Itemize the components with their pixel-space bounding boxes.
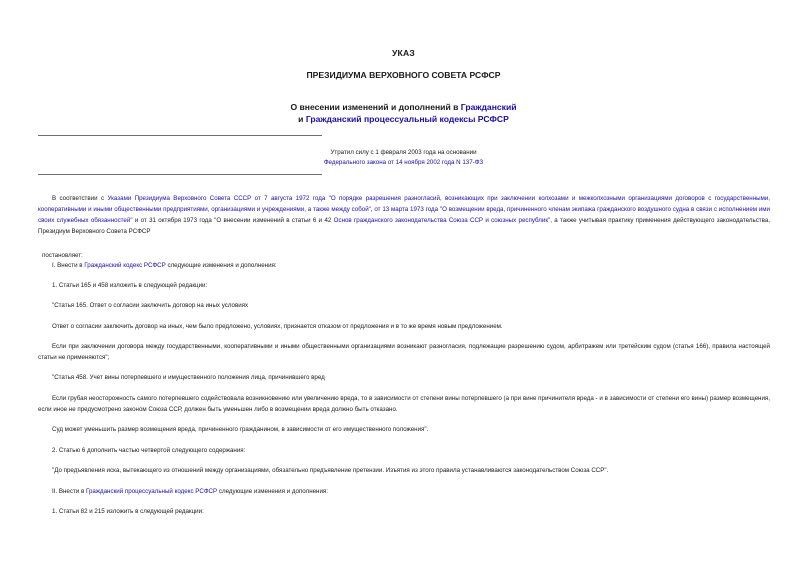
- preamble-text-3: ", а также учитывая практику применения действующего законодательства, Президиум Верховного Совета РСФСР: [38, 217, 771, 235]
- section-1-text-2: следующие изменения и дополнения:: [165, 262, 277, 269]
- paragraph-articles-82-215: 1. Статьи 82 и 215 изложить в следующей редакции:: [52, 508, 204, 515]
- paragraph-disagreements: Если при заключении договора между государственными, кооперативными и иными общественными организациями возникают разногласия, подлежащие разрешению судом, арбитражем или третейским судом (статья 166), правила настоящей статьи не применяются";: [38, 343, 770, 361]
- paragraph-article-6: 2. Статью 6 дополнить частью четвертой следующего содержания:: [52, 447, 246, 454]
- civil-code-rsfsr-link[interactable]: Гражданский кодекс РСФСР: [84, 262, 166, 269]
- preamble-paragraph: [38, 193, 770, 237]
- civil-procedure-code-rsfsr-link[interactable]: Гражданский процессуальный кодекс РСФСР: [85, 488, 218, 495]
- paragraph-article-458: "Статья 458. Учет вины потерпевшего и имущественного положения лица, причинившего вред: [52, 374, 325, 381]
- section-2-text-1: II. Внести в: [52, 488, 86, 495]
- preamble-text-1: В соответствии с: [52, 195, 108, 202]
- paragraph-claim: "До предъявления иска, вытекающего из отношений между организациями, обязательно предъявление претензии. Изъятия из этого правила устанавливаются законодательством Союза ССР".: [52, 467, 609, 474]
- section-1-heading: [52, 260, 770, 271]
- repeal-law-link[interactable]: Федерального закона от 14 ноября 2002 года N 137-ФЗ: [323, 159, 484, 166]
- ussr-decrees-link[interactable]: Указами Президиума Верховного Совета СССР от 7 августа 1972 года "О порядке разрешения разногласий, возникающих при заключении колхозами и межколхозными организациями договоров с государственными, кооперативными и иными общественными предприятиями, организациями и учреждениями, а также между собой", от 13 марта 1973 года "О возмещении вреда, причиненного членам экипажа гражданского воздушного судна в связи с исполнением ими своих служебных обязанностей": [38, 195, 771, 224]
- paragraph-court-reduction: Суд может уменьшить размер возмещения вреда, причиненного гражданином, в зависимости от его имущественного положения".: [52, 426, 429, 433]
- section-1-text-1: I. Внести в: [52, 262, 85, 269]
- document-title: УКАЗ: [392, 48, 415, 58]
- preamble-text-2: и от 31 октября 1973 года "О внесении изменений в статьи 6 и 42: [132, 217, 334, 224]
- civil-legislation-basics-link[interactable]: Основ гражданского законодательства Союза ССР и союзных республик: [333, 217, 549, 224]
- section-2-heading: [52, 486, 770, 497]
- decree-word: постановляет:: [42, 252, 83, 259]
- subject-title: [0, 101, 807, 125]
- civil-procedure-code-link[interactable]: Гражданский процессуальный кодексы РСФСР: [305, 114, 509, 124]
- status-note: [0, 148, 807, 168]
- status-line: Утратил силу с 1 февраля 2003 года на основании: [330, 149, 477, 156]
- divider-top: [38, 135, 322, 136]
- issuer-title: ПРЕЗИДИУМА ВЕРХОВНОГО СОВЕТА РСФСР: [306, 70, 501, 80]
- paragraph-1: 1. Статьи 165 и 458 изложить в следующей редакции:: [52, 282, 208, 289]
- subject-text-2: и: [298, 114, 306, 124]
- paragraph-article-165: "Статья 165. Ответ о согласии заключить договор на иных условиях: [52, 302, 249, 309]
- paragraph-gross-negligence: Если грубая неосторожность самого потерпевшего содействовала возникновению или увеличению вреда, то в зависимости от степени вины потерпевшего (а при вине причинителя вреда - и в зависимости от степени его вины) размер возмещения, если иное не предусмотрено законом Союза ССР, должен быть уменьшен либо в возмещении вреда должно быть отказано.: [38, 395, 770, 413]
- divider-bottom: [38, 174, 322, 175]
- civil-code-link[interactable]: Гражданский: [460, 102, 517, 112]
- subject-text-1: О внесении изменений и дополнений в: [290, 102, 461, 112]
- section-2-text-2: следующие изменения и дополнения:: [217, 488, 329, 495]
- paragraph-offer-reply: Ответ о согласии заключить договор на иных, чем было предложено, условиях, признается отказом от предложения и в то же время новым предложением.: [52, 323, 503, 330]
